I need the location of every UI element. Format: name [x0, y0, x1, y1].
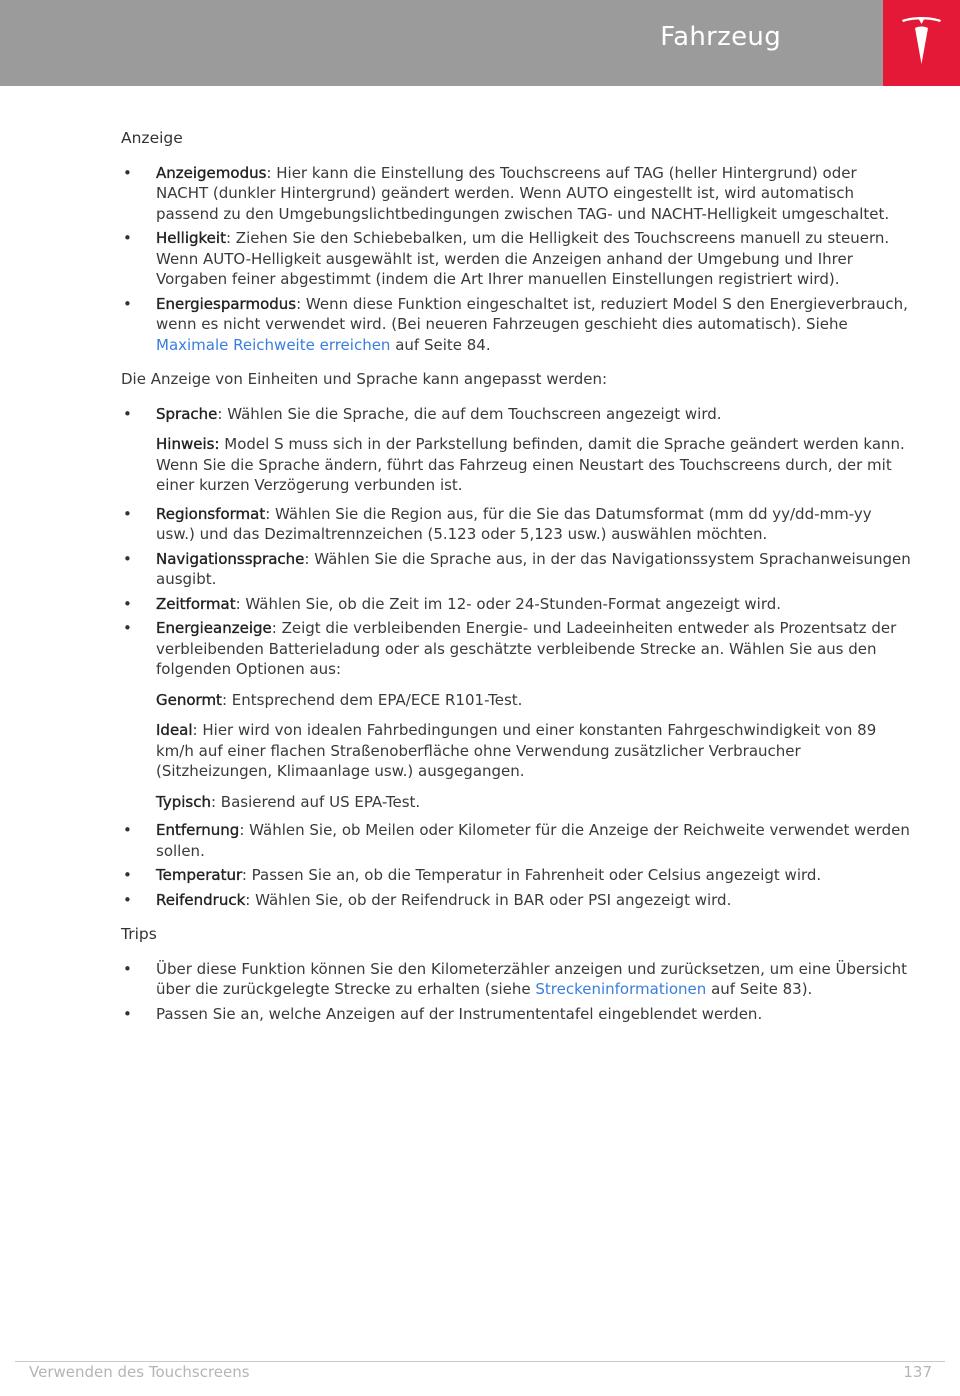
- note-label: Hinweis:: [156, 435, 220, 453]
- units-list: [121, 404, 911, 911]
- description: : Wählen Sie, ob Meilen oder Kilometer für die Anzeige der Reichweite verwendet werden sollen.: [156, 821, 910, 860]
- list-item-sprache: [121, 404, 911, 496]
- term: Entfernung: [156, 821, 240, 839]
- term: Reifendruck: [156, 890, 246, 909]
- section-title: Fahrzeug: [660, 22, 781, 52]
- description: : Wählen Sie, ob der Reifendruck in BAR oder PSI angezeigt wird.: [245, 890, 732, 909]
- description-after: auf Seite 84.: [390, 335, 491, 354]
- bullet: •: [123, 594, 132, 613]
- option-text: : Hier wird von idealen Fahrbedingungen und einer konstanten Fahrgeschwindigkeit von 89 km/h auf einer flachen Straßenoberfläche ohne Verwendung zusätzlicher Verbraucher (Sitzheizungen, Klimaanlage usw.) ausgegangen.: [156, 721, 877, 780]
- term: Energieanzeige: [156, 619, 272, 637]
- bullet: •: [123, 294, 132, 313]
- term: Energiesparmodus: [156, 294, 297, 313]
- term: Temperatur: [156, 866, 242, 884]
- list-item-helligkeit: [121, 228, 911, 290]
- description: : Wählen Sie die Sprache, die auf dem Touchscreen angezeigt wird.: [217, 404, 722, 423]
- list-item-regionsformat: [121, 504, 911, 545]
- heading-trips: Trips: [121, 925, 157, 943]
- list-item-trips-1: [121, 959, 911, 1000]
- description: Über diese Funktion können Sie den Kilometerzähler anzeigen und zurücksetzen, um eine Übersicht über die zurückgelegte Strecke zu erhalten (siehe: [156, 959, 907, 998]
- term: Anzeigemodus: [156, 163, 267, 182]
- term: Navigationssprache: [156, 549, 305, 568]
- tesla-logo-icon: [901, 16, 942, 66]
- list-item-energieanzeige: [121, 618, 911, 812]
- description: : Zeigt die verbleibenden Energie- und Ladeeinheiten entweder als Prozentsatz der verbleibenden Batterieladung oder als geschätzte verbleibende Strecke an. Wählen Sie aus den folgenden Optionen aus:: [156, 619, 897, 678]
- description: : Hier kann die Einstellung des Touchscreens auf TAG (heller Hintergrund) oder NACHT (dunkler Hintergrund) geändert werden. Wenn AUTO eingestellt ist, wird automatisch passend zu den Umgebungslichtbedingungen zwischen TAG- und NACHT-Helligkeit umgeschaltet.: [156, 163, 890, 223]
- page-content: [121, 128, 911, 1028]
- option-label: Genormt: [156, 690, 222, 709]
- description: : Ziehen Sie den Schiebebalken, um die Helligkeit des Touchscreens manuell zu steuern. Wenn AUTO-Helligkeit ausgewählt ist, werden die Anzeigen anhand der Umgebung und Ihrer Vorgaben feiner abgestimmt (indem die Art Ihrer manuellen Einstellungen registriert wird).: [156, 229, 890, 288]
- list-item-energiesparmodus: [121, 294, 911, 356]
- list-item-zeitformat: [121, 594, 911, 615]
- list-item-anzeigemodus: [121, 163, 911, 225]
- description: : Wählen Sie die Sprache aus, in der das Navigationssystem Sprachanweisungen ausgibt.: [156, 549, 911, 588]
- bullet: •: [123, 1004, 132, 1023]
- description: Passen Sie an, welche Anzeigen auf der Instrumententafel eingeblendet werden.: [156, 1004, 763, 1023]
- brand-logo-box: [883, 0, 960, 86]
- description-after: auf Seite 83).: [706, 980, 813, 998]
- bullet: •: [123, 163, 132, 182]
- description: : Wählen Sie die Region aus, für die Sie das Datumsformat (mm dd yy/dd-mm-yy usw.) und das Dezimaltrennzeichen (5.123 oder 5,123 usw.) auswählen möchten.: [156, 504, 872, 543]
- note-text: Model S muss sich in der Parkstellung befinden, damit die Sprache geändert werden kann. Wenn Sie die Sprache ändern, führt das Fahrzeug einen Neustart des Touchscreens durch, der mit einer kurzen Verzögerung verbunden ist.: [156, 435, 905, 494]
- term: Zeitformat: [156, 594, 236, 613]
- bullet: •: [123, 504, 132, 523]
- bullet: •: [123, 821, 132, 839]
- bullet: •: [123, 619, 132, 637]
- description: : Passen Sie an, ob die Temperatur in Fahrenheit oder Celsius angezeigt wird.: [241, 866, 822, 884]
- footer-divider: [15, 1361, 945, 1362]
- option-typisch: [156, 792, 911, 813]
- description: : Wählen Sie, ob die Zeit im 12- oder 24-Stunden-Format angezeigt wird.: [235, 594, 782, 613]
- term: Helligkeit: [156, 229, 226, 247]
- header-bar: [0, 0, 883, 86]
- list-item-reifendruck: [121, 890, 911, 911]
- term: Regionsformat: [156, 504, 266, 523]
- list-item-trips-2: [121, 1004, 911, 1025]
- description: : Wenn diese Funktion eingeschaltet ist, reduziert Model S den Energieverbrauch, wenn es nicht verwendet wird. (Bei neueren Fahrzeugen geschieht dies automatisch). Siehe: [156, 294, 908, 333]
- trips-list: [121, 959, 911, 1025]
- heading-anzeige: Anzeige: [121, 129, 183, 147]
- option-label: Ideal: [156, 721, 193, 739]
- bullet: •: [123, 229, 132, 247]
- link-maximale-reichweite[interactable]: Maximale Reichweite erreichen: [156, 335, 391, 354]
- bullet: •: [123, 549, 132, 568]
- option-text: : Entsprechend dem EPA/ECE R101-Test.: [221, 690, 523, 709]
- footer-chapter: Verwenden des Touchscreens: [29, 1363, 250, 1381]
- list-item-temperatur: [121, 865, 911, 886]
- page-number: 137: [903, 1363, 932, 1381]
- bullet: •: [123, 959, 132, 978]
- option-ideal: [156, 720, 911, 782]
- bullet: •: [123, 890, 132, 909]
- list-item-entfernung: [121, 820, 911, 861]
- note-hinweis: [156, 434, 911, 496]
- term: Sprache: [156, 404, 218, 423]
- list-item-navigationssprache: [121, 549, 911, 590]
- option-label: Typisch: [156, 792, 211, 811]
- bullet: •: [123, 404, 132, 423]
- link-streckeninformationen[interactable]: Streckeninformationen: [535, 980, 707, 998]
- option-text: : Basierend auf US EPA-Test.: [210, 792, 421, 811]
- bullet: •: [123, 866, 132, 884]
- units-intro: Die Anzeige von Einheiten und Sprache kann angepasst werden:: [121, 370, 608, 388]
- option-genormt: [156, 690, 911, 711]
- anzeige-list: [121, 163, 911, 356]
